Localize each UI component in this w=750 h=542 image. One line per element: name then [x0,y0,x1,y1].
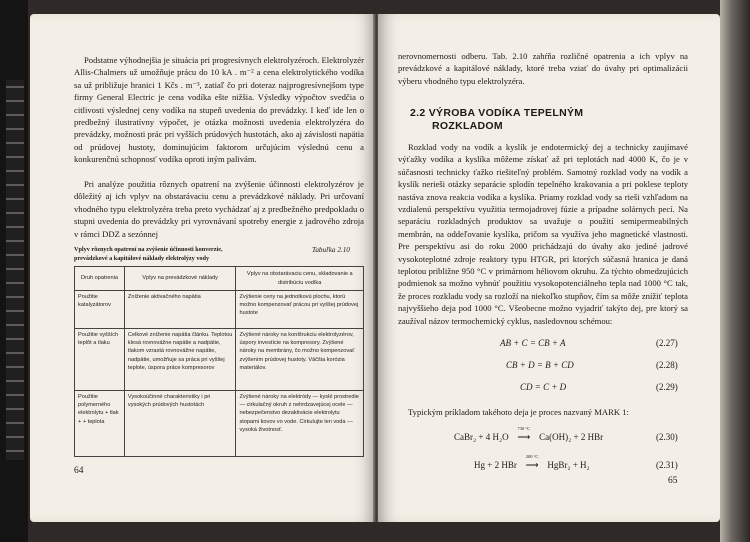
equation-number: (2.30) [656,432,678,442]
book-edge-left [0,0,28,542]
comparison-table [74,266,364,457]
equation: CB + D = B + CD [506,360,574,370]
table-caption-line: Vplyv rôznych opatrení na zvýšenie účinnosti konverzie, [74,246,223,253]
table-header: Druh opatrenia [75,267,125,291]
body-paragraph: Typickým príkladom takéhoto deja je proces nazvaný MARK 1: [408,407,629,417]
reaction-arrow: 200 °C ⟶ [519,460,545,471]
reaction-reactants: Hg + 2 HBr [474,460,517,470]
table-number: Tabuľka 2.10 [312,246,350,254]
table-cell: Zníženie aktivačného napätia [124,291,236,329]
equation-number: (2.29) [656,382,678,392]
table-cell: Použitie katalyzátorov [75,291,125,329]
reaction-products: Ca(OH)₂ + 2 HBr [539,432,604,442]
reaction-arrow: 730 °C ⟶ [511,432,537,443]
table-header: Vplyv na prevádzkové náklady [124,267,236,291]
page-number: 65 [668,476,678,486]
reaction-condition: 730 °C [517,426,531,431]
table-header-row [75,267,364,291]
table-cell: Zvýšené nároky na konštrukciu elektrolyzérov, úspory investície na kompresory. Zvýšené nároky na membrány, čo možno kompenzovať zvýšením prúdovej hustoty. Väčšia korózia materiálov. [236,329,364,391]
table-row [75,329,364,391]
body-paragraph: Pri analýze použitia rôznych opatrení na zvýšenie účinnosti elektrolyzérov je dôležitý aj ich vplyv na obstarávaciu cenu a prevádzkové náklady. Pri určovaní vhodného typu elektrolyzéra treba preto vychádzať aj z predbežného predpokladu o stupni uvedenia do prevádzky pri vyrovnávaní spotreby energie z jadrového zdroja v rámci DDZ a sezónnej [74,179,364,239]
table-cell: Zvýšené nároky na elektródy — kyslé prostredie — cirkulačný okruh z nehrdzavejúcej ocele — nebezpečenstvo dezaktivácie elektrolytu stopami kovov vo vode. Cirkulujte len voda — vysoká životnosť. [236,391,364,457]
table-row [75,391,364,457]
body-paragraph: nerovnomernosti odberu. Tab. 2.10 zahŕňa rozličné opatrenia a ich vplyv na prevádzkové a kapitálové náklady, ktoré treba vziať do úvahy pri optimalizácii výberu vhodného typu elektrolyzéra. [398,51,688,86]
reaction-reactants: CaBr₂ + 4 H₂O [454,432,509,442]
table-caption-line: prevádzkové a kapitálové náklady elektrolýzy vody [74,254,210,262]
body-paragraph: Podstatne výhodnejšia je situácia pri progresívnych elektrolyzéroch. Elektrolyzér Allis-Chalmers už umožňuje prácu do 10 kA . m⁻² a cena elektrolytického vodíka sa už približuje hranici 1 Kčs . m⁻³, zatiaľ čo pri doteraz najprogresívnejšom type firmy General Electric je cena vodíka ešte nižšia. Výsledky výpočtov svedčia o citlivosti výslednej ceny vodíka na stupeň uvedenia do prevádzky. I keď ide len o predbežný ilustratívny výpočet, je otázka možnosti uvedenia elektrolyzéra do prevádzky, možnosti prác pri vyšších prúdových hustotách, ako aj závislosti napätia od prúdovej hustoty, dominujúcim faktorom určujúcim výslednú cenu a konkurenčnú schopnosť vodíka oproti iným palivám. [74,55,364,165]
table-caption [74,246,274,263]
equation: CD = C + D [520,382,567,392]
equation-number: (2.28) [656,360,678,370]
equation-number: (2.31) [656,460,678,470]
table-header: Vplyv na obstarávaciu cenu, skladovanie a distribúciu vodíka [236,267,364,291]
left-page [30,14,375,522]
section-heading-line: 2.2 VÝROBA VODÍKA TEPELNÝM [410,107,584,119]
table-row [75,291,364,329]
body-paragraph: Rozklad vody na vodík a kyslík je endotermický dej a technicky zaujímavé výťažky vodíka a kyslíka môžeme získať až pri teplotách nad 4000 K, čo je v súčasnosti technicky ťažko riešiteľný problém. Samotný rozklad vody na vodík a kyslík nerieši otázky separácie splodín tepelného krakovania a pri poklese teploty nastáva znova reakcia vodíka a kyslíka. Priamy rozklad vody sa rieši vzhľadom na vzdialenú perspektívu využitia termojadrovej fúzie a prípadne solárnych pecí. Na separáciu rozkladných produktov sa uvažuje o použití semipermeabilných membrán, na oddeľovanie kyslíka, pričom sa využíva jeho magnetické vlastnosti. Pre perspektívu asi do roku 2000 prichádzajú do úvahy ako jediné jadrové vysokoteplotné zdroje reaktory typu HTGR, pri ktorých súčasná hranica je daná teplotou približne 950 °C v primárnom héliovom okruhu. Za týchto obmedzujúcich podmienok sa možno vyhnúť použitiu vysokopotenciálneho tepla nad 1000 °C tak, že proces rozkladu vody sa rozloží na niekoľko stupňov, čím sa môže znížiť teplota najvyššieho deja pod 1000 °C. Všeobecne možno vyjadriť takýto dej, pre ktorý sa zaužíval názov termochemický cyklus, nasledovnou schémou: [398,142,688,326]
right-page [378,14,720,522]
reaction-condition: 200 °C [525,454,539,459]
book-edge-right [720,0,750,542]
equation: AB + C = CB + A [500,338,566,348]
table-cell: Vysokoúčinné charakteristiky i pri vysokých prúdových hustotách [124,391,236,457]
table-cell: Celkové zníženie napätia článku. Teplotou klesá rovnovážne napätie a nadpätie, tlakom vzrastá rovnovážne napätie, nadpätie, umožňuje sa práca pri vyššej teplote, úspora práce kompresorov [124,329,236,391]
reaction-products: HgBr₂ + H₂ [547,460,590,470]
section-heading [410,107,670,133]
reaction [474,454,590,471]
equation-number: (2.27) [656,338,678,348]
page-number: 64 [74,466,84,476]
table-cell: Použitie polymerného elektrolytu + tlak + + teplota [75,391,125,457]
table-cell: Použitie vyšších teplôt a tlaku [75,329,125,391]
table-cell: Zvýšenie ceny na jednotkovú plochu, ktorú možno kompenzovať prácou pri vyššej prúdovej hustote [236,291,364,329]
section-heading-line: ROZKLADOM [432,120,503,132]
reaction [454,426,604,443]
